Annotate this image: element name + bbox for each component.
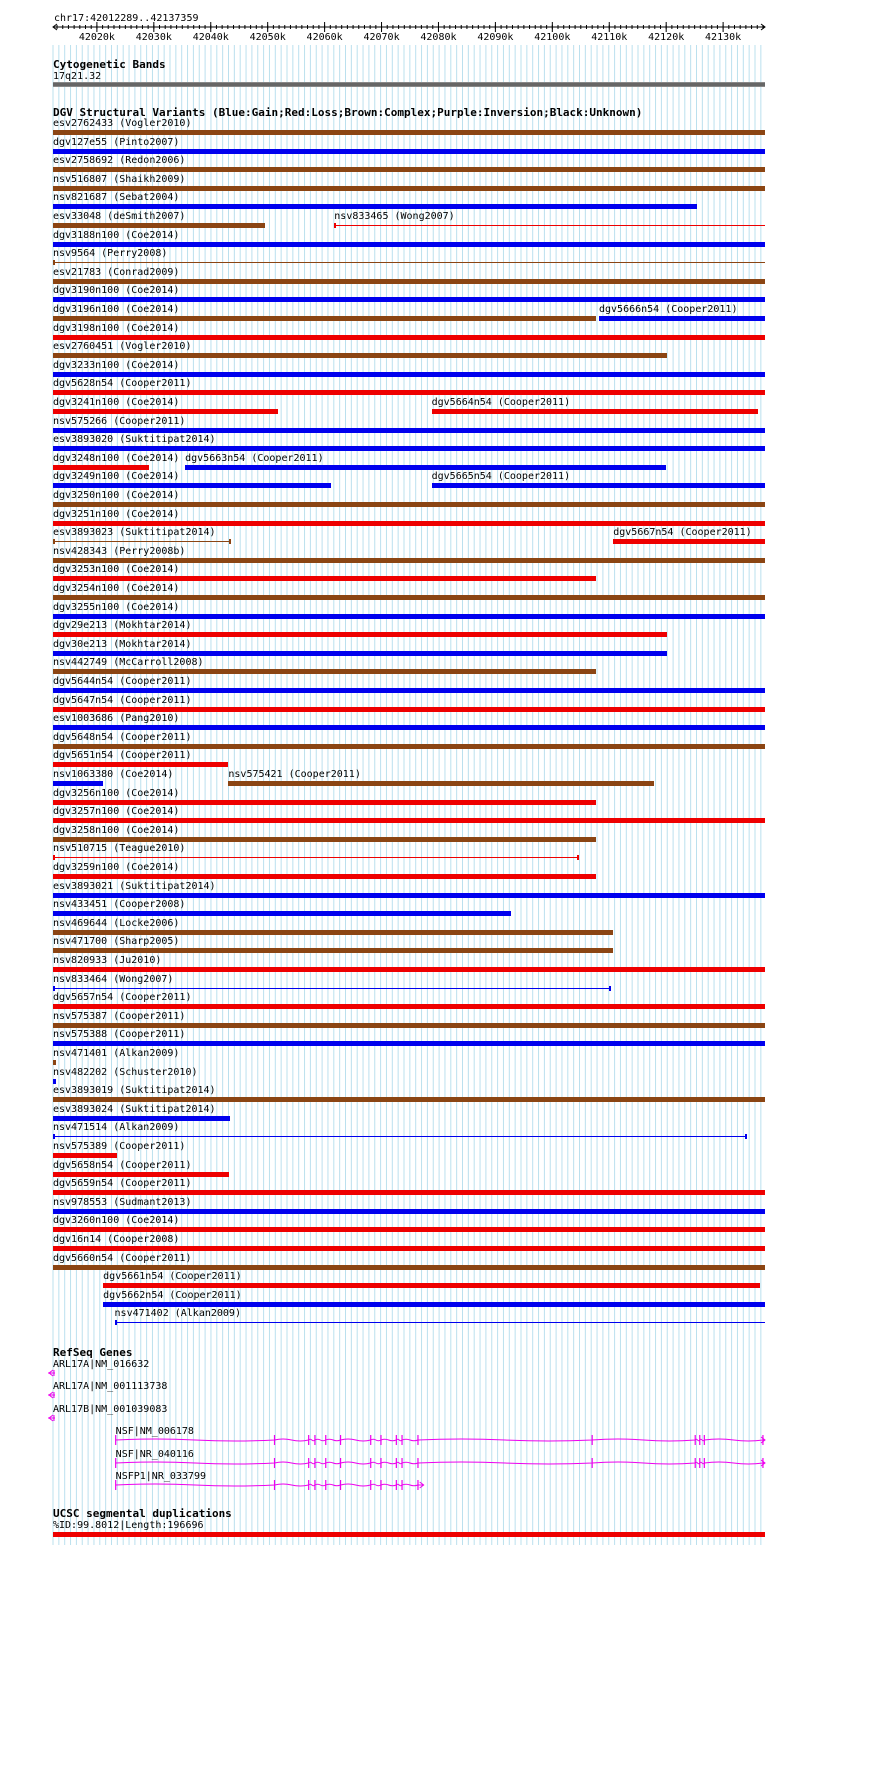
variant-bar[interactable]: [53, 1172, 229, 1177]
variant-label: dgv3196n100 (Coe2014): [53, 304, 180, 315]
variant-bar[interactable]: [53, 186, 765, 191]
variant-label: dgv5666n54 (Cooper2011): [599, 304, 738, 315]
variant-bar[interactable]: [53, 818, 765, 823]
variant-bar[interactable]: [53, 558, 765, 563]
variant-bar[interactable]: [53, 595, 765, 600]
ruler-tick-label: 42110k: [591, 32, 628, 43]
ruler-tick-label: 42070k: [363, 32, 400, 43]
variant-label: dgv29e213 (Mokhtar2014): [53, 620, 192, 632]
variant-bar[interactable]: [53, 1246, 765, 1251]
variant-label: nsv575421 (Cooper2011): [228, 769, 361, 780]
variant-bar[interactable]: [53, 204, 697, 209]
ruler-tick-label: 42130k: [705, 32, 742, 43]
variant-label: dgv30e213 (Mokhtar2014): [53, 638, 192, 650]
variant-bar[interactable]: [53, 409, 278, 414]
variant-bar[interactable]: [599, 316, 765, 321]
variant-label: nsv575388 (Cooper2011): [53, 1029, 186, 1041]
variant-label: esv2758692 (Redon2006): [53, 155, 186, 167]
variant-bar[interactable]: [53, 465, 149, 470]
variant-bar[interactable]: [53, 223, 265, 228]
variant-bar[interactable]: [53, 651, 667, 656]
gene-label: ARL17A|NM_016632: [53, 1359, 150, 1370]
variant-bar[interactable]: [53, 800, 596, 805]
variant-bar[interactable]: [53, 967, 765, 972]
variant-label: esv21783 (Conrad2009): [53, 266, 180, 278]
segdup-feature-bar[interactable]: [53, 1532, 765, 1537]
variant-label: nsv442749 (McCarroll2008): [53, 657, 204, 669]
variant-label: dgv5644n54 (Cooper2011): [53, 676, 192, 687]
variant-label: nsv428343 (Perry2008b): [53, 545, 186, 557]
gene-label: ARL17B|NM_001039083: [53, 1403, 168, 1415]
variant-label: nsv575389 (Cooper2011): [53, 1141, 186, 1152]
variant-bar[interactable]: [53, 262, 765, 263]
variant-label: dgv5660n54 (Cooper2011): [53, 1252, 192, 1264]
gene-model[interactable]: [0, 1389, 890, 1401]
variant-bar[interactable]: [53, 614, 765, 619]
variant-label: dgv3253n100 (Coe2014): [53, 564, 180, 576]
variant-bar[interactable]: [53, 669, 596, 674]
variant-label: esv3893020 (Suktitipat2014): [53, 434, 216, 446]
variant-bar[interactable]: [53, 1062, 55, 1063]
variant-bar[interactable]: [53, 725, 765, 730]
variant-label: dgv3250n100 (Coe2014): [53, 490, 180, 501]
variant-label: dgv5663n54 (Cooper2011): [185, 452, 324, 464]
variant-label: nsv9564 (Perry2008): [53, 248, 168, 260]
variant-label: dgv3198n100 (Coe2014): [53, 322, 180, 334]
variant-label: nsv510715 (Teague2010): [53, 843, 186, 855]
variant-bar[interactable]: [53, 130, 765, 135]
ruler-tick-label: 42020k: [78, 32, 115, 43]
variant-bar[interactable]: [53, 279, 765, 284]
variant-label: dgv3256n100 (Coe2014): [53, 787, 180, 799]
variant-bar[interactable]: [613, 539, 765, 544]
variant-label: esv33048 (deSmith2007): [53, 211, 186, 222]
variant-label: dgv3233n100 (Coe2014): [53, 359, 180, 371]
variant-label: dgv3259n100 (Coe2014): [53, 862, 180, 873]
variant-bar[interactable]: [53, 1041, 765, 1046]
variant-bar[interactable]: [53, 948, 613, 953]
cytoband-label: 17q21.32: [53, 71, 102, 82]
gene-label: ARL17A|NM_001113738: [53, 1381, 168, 1393]
variant-label: nsv471401 (Alkan2009): [53, 1048, 180, 1059]
variant-label: nsv833465 (Wong2007): [334, 211, 455, 222]
variant-label: dgv5665n54 (Cooper2011): [431, 471, 571, 483]
gene-intron-line: [116, 1439, 765, 1441]
variant-label: esv3893023 (Suktitipat2014): [53, 527, 216, 539]
gene-model[interactable]: [0, 1457, 890, 1469]
gene-label: NSF|NR_040116: [115, 1448, 194, 1460]
variant-label: dgv3188n100 (Coe2014): [53, 229, 180, 241]
variant-bar[interactable]: [53, 632, 667, 637]
variant-bar[interactable]: [103, 1302, 765, 1307]
variant-bar[interactable]: [53, 781, 103, 786]
variant-label: nsv433451 (Cooper2008): [53, 899, 186, 911]
variant-bar[interactable]: [53, 1153, 117, 1158]
variant-label: nsv821687 (Sebat2004): [53, 192, 180, 204]
variant-bar[interactable]: [53, 1097, 765, 1102]
variant-bar[interactable]: [53, 1265, 765, 1270]
variant-bar[interactable]: [53, 1004, 765, 1009]
variant-label: esv2762433 (Vogler2010): [53, 118, 192, 129]
variant-bar[interactable]: [53, 1081, 55, 1082]
ruler-tick-label: 42090k: [477, 32, 514, 43]
variant-label: esv3893024 (Suktitipat2014): [53, 1103, 216, 1115]
variant-label: dgv16n14 (Cooper2008): [53, 1234, 180, 1245]
variant-label: nsv1063380 (Coe2014): [53, 769, 174, 780]
variant-label: nsv978553 (Sudmant2013): [53, 1196, 192, 1208]
variant-label: dgv3249n100 (Coe2014): [53, 471, 180, 483]
gene-model[interactable]: [0, 1434, 890, 1446]
ruler-tick-label: 42030k: [135, 32, 172, 43]
variant-label: dgv5667n54 (Cooper2011): [613, 527, 752, 539]
variant-label: esv3893019 (Suktitipat2014): [53, 1085, 216, 1097]
variant-bar[interactable]: [53, 372, 765, 377]
variant-bar[interactable]: [228, 781, 654, 786]
variant-bar[interactable]: [53, 521, 765, 526]
variant-label: dgv5628n54 (Cooper2011): [53, 378, 192, 390]
variant-bar[interactable]: [53, 483, 331, 488]
dgv-track-title[interactable]: DGV Structural Variants (Blue:Gain;Red:Loss;Brown:Complex;Purple:Inversion;Black:Unknown): [53, 106, 643, 119]
variant-bar[interactable]: [53, 707, 765, 712]
ruler-tick-label: 42060k: [306, 32, 343, 43]
variant-bar[interactable]: [53, 297, 765, 302]
gene-model[interactable]: [0, 1479, 890, 1491]
variant-label: dgv5662n54 (Cooper2011): [103, 1289, 242, 1301]
cytoband-bar[interactable]: [53, 83, 765, 86]
variant-label: dgv5661n54 (Cooper2011): [103, 1271, 242, 1283]
variant-bar[interactable]: [53, 911, 511, 916]
variant-label: esv1003686 (Pang2010): [53, 713, 180, 725]
variant-label: esv2760451 (Vogler2010): [53, 341, 192, 353]
variant-label: nsv833464 (Wong2007): [53, 973, 174, 985]
variant-label: dgv3251n100 (Coe2014): [53, 508, 180, 520]
variant-bar[interactable]: [53, 1136, 746, 1137]
variant-bar[interactable]: [53, 1023, 765, 1028]
variant-bar[interactable]: [53, 576, 596, 581]
variant-label: esv3893021 (Suktitipat2014): [53, 880, 216, 892]
variant-label: nsv516807 (Shaikh2009): [53, 173, 186, 185]
variant-bar[interactable]: [185, 465, 666, 470]
variant-bar[interactable]: [53, 744, 765, 749]
variant-bar[interactable]: [53, 857, 578, 858]
variant-bar[interactable]: [53, 893, 765, 898]
variant-label: dgv3258n100 (Coe2014): [53, 824, 180, 836]
cytoband-track-title[interactable]: Cytogenetic Bands: [53, 58, 166, 71]
variant-label: dgv3241n100 (Coe2014): [53, 397, 180, 408]
variant-bar[interactable]: [53, 390, 765, 395]
variant-bar[interactable]: [53, 1190, 765, 1195]
ruler-position-label: chr17:42012289..42137359: [54, 13, 199, 24]
variant-bar[interactable]: [53, 149, 765, 154]
ruler-tick-label: 42100k: [534, 32, 571, 43]
variant-bar[interactable]: [53, 167, 765, 172]
segdup-label: %ID:99.8012|Length:196696: [53, 1520, 204, 1531]
variant-label: dgv5664n54 (Cooper2011): [431, 397, 571, 408]
variant-bar[interactable]: [53, 874, 596, 879]
variant-bar[interactable]: [432, 409, 758, 414]
gene-label: NSF|NM_006178: [115, 1426, 194, 1438]
variant-label: dgv5647n54 (Cooper2011): [53, 694, 192, 706]
variant-label: nsv471402 (Alkan2009): [114, 1308, 241, 1320]
variant-label: dgv5648n54 (Cooper2011): [53, 731, 192, 743]
variant-label: nsv820933 (Ju2010): [53, 955, 162, 966]
variant-bar[interactable]: [53, 930, 613, 935]
gene-label: NSFP1|NR_033799: [115, 1471, 206, 1482]
gene-model[interactable]: [0, 1412, 890, 1424]
variant-label: dgv5659n54 (Cooper2011): [53, 1178, 192, 1190]
variant-bar[interactable]: [53, 335, 765, 340]
variant-label: nsv469644 (Locke2006): [53, 917, 180, 929]
variant-label: dgv3248n100 (Coe2014): [53, 452, 180, 464]
variant-bar[interactable]: [334, 225, 765, 226]
variant-label: dgv5657n54 (Cooper2011): [53, 992, 192, 1004]
variant-bar[interactable]: [53, 502, 765, 507]
variant-label: nsv482202 (Schuster2010): [53, 1066, 198, 1078]
variant-bar[interactable]: [53, 837, 596, 842]
variant-bar[interactable]: [53, 1209, 765, 1214]
variant-bar[interactable]: [53, 541, 230, 542]
variant-label: dgv127e55 (Pinto2007): [53, 136, 180, 148]
variant-label: dgv3260n100 (Coe2014): [53, 1215, 180, 1227]
variant-bar[interactable]: [432, 483, 765, 488]
variant-bar[interactable]: [53, 353, 667, 358]
ruler-tick-label: 42120k: [648, 32, 685, 43]
variant-label: nsv575387 (Cooper2011): [53, 1010, 186, 1022]
gene-intron-line: [116, 1484, 424, 1486]
variant-label: dgv5658n54 (Cooper2011): [53, 1159, 192, 1171]
variant-label: dgv3254n100 (Coe2014): [53, 583, 180, 594]
variant-label: nsv575266 (Cooper2011): [53, 415, 186, 427]
variant-bar[interactable]: [53, 316, 596, 321]
gene-intron-line: [116, 1462, 765, 1464]
ruler-tick-label: 42080k: [420, 32, 457, 43]
variant-bar[interactable]: [103, 1283, 759, 1288]
variant-label: dgv3257n100 (Coe2014): [53, 806, 180, 818]
gene-model[interactable]: [0, 1367, 890, 1379]
variant-bar[interactable]: [53, 242, 765, 247]
ruler-tick-label: 42040k: [192, 32, 229, 43]
variant-bar[interactable]: [53, 988, 610, 989]
variant-bar[interactable]: [53, 762, 228, 767]
variant-bar[interactable]: [53, 688, 765, 693]
variant-label: dgv3190n100 (Coe2014): [53, 285, 180, 297]
variant-label: nsv471700 (Sharp2005): [53, 936, 180, 948]
ruler-tick-label: 42050k: [249, 32, 286, 43]
variant-label: dgv5651n54 (Cooper2011): [53, 750, 192, 762]
refseq-track-title[interactable]: RefSeq Genes: [53, 1346, 133, 1359]
variant-label: dgv3255n100 (Coe2014): [53, 601, 180, 613]
variant-bar[interactable]: [53, 1116, 230, 1121]
variant-bar[interactable]: [53, 446, 765, 451]
variant-bar[interactable]: [115, 1322, 765, 1323]
variant-label: nsv471514 (Alkan2009): [53, 1122, 180, 1134]
segdup-track-title[interactable]: UCSC segmental duplications: [53, 1507, 232, 1520]
variant-bar[interactable]: [53, 428, 765, 433]
variant-bar[interactable]: [53, 1227, 765, 1232]
